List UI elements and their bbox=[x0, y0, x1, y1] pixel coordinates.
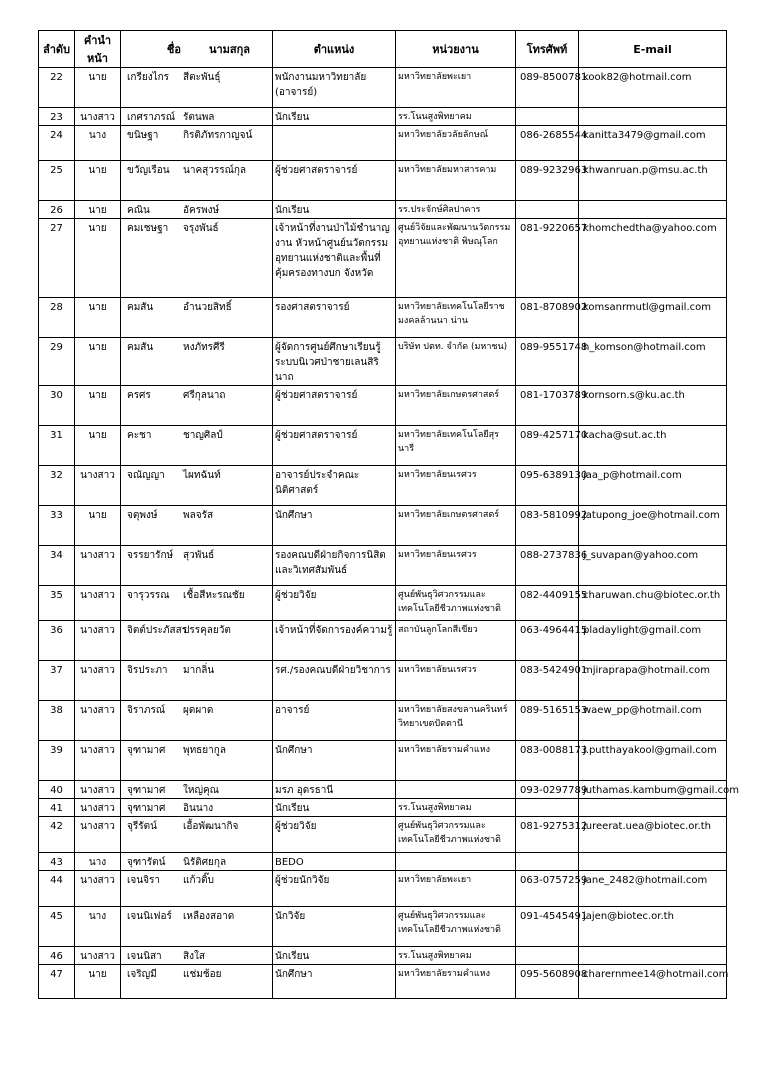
phone-number bbox=[516, 799, 579, 817]
first-name: ขนิษฐา bbox=[127, 130, 159, 141]
last-name: กิรติภัทรกาญจน์ bbox=[183, 130, 253, 141]
first-name: จิตต์ประภัสสร bbox=[127, 625, 188, 636]
first-name: จุฑามาศ bbox=[127, 803, 166, 814]
organization: สถาบันลูกโลกสีเขียว bbox=[396, 621, 516, 661]
organization: มหาวิทยาลัยพะเยา bbox=[396, 68, 516, 108]
name-prefix: นาย bbox=[75, 161, 121, 201]
table-row bbox=[39, 219, 727, 298]
position: นักศึกษา bbox=[273, 506, 396, 546]
name-prefix: นาย bbox=[75, 506, 121, 546]
last-name: สีตะพันธุ์ bbox=[183, 72, 221, 83]
table-row bbox=[39, 386, 727, 426]
participant-table bbox=[38, 30, 739, 999]
organization: มหาวิทยาลัยเทคโนโลยีราชมงคลล้านนา น่าน bbox=[396, 298, 516, 338]
name-prefix: นาง bbox=[75, 126, 121, 161]
email-address: kornsorn.s@ku.ac.th bbox=[579, 386, 727, 426]
full-name bbox=[121, 741, 273, 781]
row-number: 40 bbox=[39, 781, 75, 799]
phone-number: 089-9551748 bbox=[516, 338, 579, 386]
organization: มหาวิทยาลัยรามคำแหง bbox=[396, 965, 516, 999]
position: มรภ อุดรธานี bbox=[273, 781, 396, 799]
email-address: jaa_p@hotmail.com bbox=[579, 466, 727, 506]
phone-number: 081-1703789 bbox=[516, 386, 579, 426]
name-prefix: นาย bbox=[75, 298, 121, 338]
full-name bbox=[121, 621, 273, 661]
name-prefix: นางสาว bbox=[75, 466, 121, 506]
position: ผู้ช่วยศาสตราจารย์ bbox=[273, 386, 396, 426]
first-name: จุฑามาศ bbox=[127, 785, 166, 796]
name-prefix: นางสาว bbox=[75, 741, 121, 781]
phone-number: 063-4964415 bbox=[516, 621, 579, 661]
organization: รร.โนนสูงพิทยาคม bbox=[396, 799, 516, 817]
last-name: อัครพงษ์ bbox=[183, 205, 220, 216]
header-title: คำนำหน้า bbox=[75, 31, 121, 68]
row-number: 44 bbox=[39, 871, 75, 907]
position: ผู้ช่วยศาสตราจารย์ bbox=[273, 161, 396, 201]
full-name bbox=[121, 661, 273, 701]
name-prefix: นาย bbox=[75, 68, 121, 108]
last-name: เชื้อสีหะรณชัย bbox=[183, 590, 245, 601]
name-prefix: นางสาว bbox=[75, 546, 121, 586]
organization: รร.ประจักษ์ศิลปาคาร bbox=[396, 201, 516, 219]
last-name: อินนาง bbox=[183, 803, 214, 814]
table-row bbox=[39, 621, 727, 661]
first-name: คมสัน bbox=[127, 302, 154, 313]
header-organization: หน่วยงาน bbox=[396, 31, 516, 68]
phone-number: 081-9220657 bbox=[516, 219, 579, 298]
email-address: j_suvapan@yahoo.com bbox=[579, 546, 727, 586]
table-row bbox=[39, 506, 727, 546]
name-prefix: นาย bbox=[75, 219, 121, 298]
email-address: charuwan.chu@biotec.or.th bbox=[579, 586, 727, 621]
phone-number: 086-2685544 bbox=[516, 126, 579, 161]
position: อาจารย์ bbox=[273, 701, 396, 741]
email-address: jatupong_joe@hotmail.com bbox=[579, 506, 727, 546]
table-row bbox=[39, 546, 727, 586]
first-name: คมเชษฐา bbox=[127, 223, 169, 234]
table-row bbox=[39, 947, 727, 965]
last-name: อำนวยสิทธิ์ bbox=[183, 302, 232, 313]
row-number: 41 bbox=[39, 799, 75, 817]
table-header-row bbox=[39, 31, 727, 68]
email-address bbox=[579, 108, 727, 126]
name-prefix: นางสาว bbox=[75, 817, 121, 853]
row-number: 36 bbox=[39, 621, 75, 661]
organization bbox=[396, 853, 516, 871]
name-prefix: นางสาว bbox=[75, 661, 121, 701]
full-name bbox=[121, 108, 273, 126]
table-row bbox=[39, 466, 727, 506]
email-address: waew_pp@hotmail.com bbox=[579, 701, 727, 741]
organization: มหาวิทยาลัยนเรศวร bbox=[396, 546, 516, 586]
row-number: 45 bbox=[39, 907, 75, 947]
full-name bbox=[121, 298, 273, 338]
phone-number bbox=[516, 947, 579, 965]
organization: รร.โนนสูงพิทยาคม bbox=[396, 947, 516, 965]
position: ผู้ช่วยวิจัย bbox=[273, 586, 396, 621]
row-number: 23 bbox=[39, 108, 75, 126]
row-number: 37 bbox=[39, 661, 75, 701]
first-name: จิราภรณ์ bbox=[127, 705, 166, 716]
phone-number: 095-6389130 bbox=[516, 466, 579, 506]
name-prefix: นาย bbox=[75, 201, 121, 219]
row-number: 30 bbox=[39, 386, 75, 426]
first-name: จุฑามาศ bbox=[127, 745, 166, 756]
name-prefix: นาง bbox=[75, 853, 121, 871]
first-name: จตุพงษ์ bbox=[127, 510, 158, 521]
email-address bbox=[579, 799, 727, 817]
last-name: ไผทฉันท์ bbox=[183, 470, 221, 481]
first-name: เจริญมี bbox=[127, 969, 157, 980]
first-name: ขวัญเรือน bbox=[127, 165, 170, 176]
organization: ศูนย์พันธุวิศวกรรมและเทคโนโลยีชีวภาพแห่งชาติ bbox=[396, 907, 516, 947]
full-name bbox=[121, 546, 273, 586]
email-address: charernmee14@hotmail.com bbox=[579, 965, 727, 999]
phone-number: 089-4257170 bbox=[516, 426, 579, 466]
organization: มหาวิทยาลัยเกษตรศาสตร์ bbox=[396, 506, 516, 546]
position: นักวิจัย bbox=[273, 907, 396, 947]
last-name: แก้วติ๊บ bbox=[183, 875, 214, 886]
position: นักเรียน bbox=[273, 108, 396, 126]
row-number: 24 bbox=[39, 126, 75, 161]
phone-number: 081-8708902 bbox=[516, 298, 579, 338]
phone-number: 089-8500781 bbox=[516, 68, 579, 108]
position: ผู้ช่วยวิจัย bbox=[273, 817, 396, 853]
row-number: 39 bbox=[39, 741, 75, 781]
row-number: 47 bbox=[39, 965, 75, 999]
row-number: 27 bbox=[39, 219, 75, 298]
organization: ศูนย์วิจัยและพัฒนานวัตกรรมอุทยานแห่งชาติ พิษณุโลก bbox=[396, 219, 516, 298]
organization: มหาวิทยาลัยพะเยา bbox=[396, 871, 516, 907]
full-name bbox=[121, 799, 273, 817]
phone-number bbox=[516, 201, 579, 219]
first-name: จุฑารัตน์ bbox=[127, 857, 166, 868]
name-prefix: นางสาว bbox=[75, 799, 121, 817]
phone-number: 089-5165153 bbox=[516, 701, 579, 741]
table-row bbox=[39, 201, 727, 219]
email-address: khomchedtha@yahoo.com bbox=[579, 219, 727, 298]
table-row bbox=[39, 108, 727, 126]
position: เจ้าหน้าที่งานป่าไม้ชำนาญงาน หัวหน้าศูนย์นวัตกรรมอุทยานแห่งชาติและพื้นที่คุ้มครองทางบก จังหวัด bbox=[273, 219, 396, 298]
table-row bbox=[39, 907, 727, 947]
row-number: 38 bbox=[39, 701, 75, 741]
position: รศ./รองคณบดีฝ่ายวิชาการ bbox=[273, 661, 396, 701]
name-prefix: นางสาว bbox=[75, 871, 121, 907]
full-name bbox=[121, 338, 273, 386]
position: ผู้ช่วยนักวิจัย bbox=[273, 871, 396, 907]
row-number: 33 bbox=[39, 506, 75, 546]
first-name: เจนนิเฟอร์ bbox=[127, 911, 172, 922]
phone-number: 095-5608908 bbox=[516, 965, 579, 999]
header-last-name: นามสกุล bbox=[208, 43, 251, 56]
full-name bbox=[121, 466, 273, 506]
name-prefix: นาย bbox=[75, 965, 121, 999]
organization: ศูนย์พันธุวิศวกรรมและเทคโนโลยีชีวภาพแห่งชาติ bbox=[396, 817, 516, 853]
row-number: 29 bbox=[39, 338, 75, 386]
full-name bbox=[121, 161, 273, 201]
position: รองคณบดีฝ่ายกิจการนิสิตและวิเทศสัมพันธ์ bbox=[273, 546, 396, 586]
organization: มหาวิทยาลัยนเรศวร bbox=[396, 661, 516, 701]
full-name bbox=[121, 871, 273, 907]
last-name: จรุงพันธ์ bbox=[183, 223, 219, 234]
email-address bbox=[579, 947, 727, 965]
row-number: 42 bbox=[39, 817, 75, 853]
table-row bbox=[39, 426, 727, 466]
name-prefix: นาง bbox=[75, 907, 121, 947]
last-name: พุทธยากูล bbox=[183, 745, 226, 756]
full-name bbox=[121, 506, 273, 546]
first-name: ครศร bbox=[127, 390, 151, 401]
email-address: jane_2482@hotmail.com bbox=[579, 871, 727, 907]
position: นักเรียน bbox=[273, 947, 396, 965]
name-prefix: นาย bbox=[75, 386, 121, 426]
position: เจ้าหน้าที่จัดการองค์ความรู้ bbox=[273, 621, 396, 661]
first-name: จณัญญา bbox=[127, 470, 165, 481]
phone-number: 063-0757259 bbox=[516, 871, 579, 907]
last-name: มากลิ่น bbox=[183, 665, 215, 676]
last-name: รัตนพล bbox=[183, 112, 215, 123]
full-name bbox=[121, 586, 273, 621]
organization: ศูนย์พันธุวิศวกรรมและเทคโนโลยีชีวภาพแห่งชาติ bbox=[396, 586, 516, 621]
full-name bbox=[121, 781, 273, 799]
last-name: ปรรคุลยวัต bbox=[183, 625, 231, 636]
email-address bbox=[579, 853, 727, 871]
table-row bbox=[39, 817, 727, 853]
phone-number: 089-9232963 bbox=[516, 161, 579, 201]
email-address: juthamas.kambum@gmail.com bbox=[579, 781, 727, 799]
table-row bbox=[39, 661, 727, 701]
table-row bbox=[39, 741, 727, 781]
name-prefix: นางสาว bbox=[75, 586, 121, 621]
last-name: ชาญศิลป์ bbox=[183, 430, 223, 441]
email-address bbox=[579, 201, 727, 219]
full-name bbox=[121, 219, 273, 298]
table-row bbox=[39, 298, 727, 338]
phone-number bbox=[516, 108, 579, 126]
phone-number bbox=[516, 853, 579, 871]
organization: มหาวิทยาลัยวลัยลักษณ์ bbox=[396, 126, 516, 161]
header-email: E-mail bbox=[579, 31, 727, 68]
phone-number: 091-4545491 bbox=[516, 907, 579, 947]
email-address: khwanruan.p@msu.ac.th bbox=[579, 161, 727, 201]
header-phone: โทรศัพท์ bbox=[516, 31, 579, 68]
position: BEDO bbox=[273, 853, 396, 871]
full-name bbox=[121, 386, 273, 426]
full-name bbox=[121, 965, 273, 999]
table-row bbox=[39, 871, 727, 907]
row-number: 31 bbox=[39, 426, 75, 466]
table-row bbox=[39, 338, 727, 386]
organization: มหาวิทยาลัยนเรศวร bbox=[396, 466, 516, 506]
organization: มหาวิทยาลัยสงขลานครินทร์ วิทยาเขตปัตตานี bbox=[396, 701, 516, 741]
organization: บริษัท ปตท. จำกัด (มหาชน) bbox=[396, 338, 516, 386]
table-row bbox=[39, 965, 727, 999]
email-address: pladaylight@gmail.com bbox=[579, 621, 727, 661]
header-name bbox=[121, 31, 273, 68]
position: ผู้จัดการศูนย์ศึกษาเรียนรู้ระบบนิเวศป่าชายเลนสิรินาถ bbox=[273, 338, 396, 386]
email-address: jajen@biotec.or.th bbox=[579, 907, 727, 947]
full-name bbox=[121, 817, 273, 853]
position: นักเรียน bbox=[273, 799, 396, 817]
full-name bbox=[121, 907, 273, 947]
last-name: เอื้อพัฒนากิจ bbox=[183, 821, 239, 832]
email-address: j.putthayakool@gmail.com bbox=[579, 741, 727, 781]
name-prefix: นาย bbox=[75, 426, 121, 466]
row-number: 26 bbox=[39, 201, 75, 219]
full-name bbox=[121, 68, 273, 108]
row-number: 35 bbox=[39, 586, 75, 621]
first-name: จิรประภา bbox=[127, 665, 168, 676]
table-row bbox=[39, 799, 727, 817]
row-number: 28 bbox=[39, 298, 75, 338]
position bbox=[273, 126, 396, 161]
header-no: ลำดับ bbox=[39, 31, 75, 68]
phone-number: 083-5810992 bbox=[516, 506, 579, 546]
position: นักศึกษา bbox=[273, 741, 396, 781]
phone-number: 088-2737836 bbox=[516, 546, 579, 586]
table-row bbox=[39, 586, 727, 621]
phone-number: 082-4409155 bbox=[516, 586, 579, 621]
phone-number: 081-9275312 bbox=[516, 817, 579, 853]
first-name: จารุวรรณ bbox=[127, 590, 170, 601]
header-position: ตำแหน่ง bbox=[273, 31, 396, 68]
organization: มหาวิทยาลัยมหาสารคาม bbox=[396, 161, 516, 201]
row-number: 22 bbox=[39, 68, 75, 108]
full-name bbox=[121, 201, 273, 219]
table-row bbox=[39, 126, 727, 161]
phone-number: 093-0297789 bbox=[516, 781, 579, 799]
organization: มหาวิทยาลัยรามคำแหง bbox=[396, 741, 516, 781]
organization: มหาวิทยาลัยเทคโนโลยีสุรนารี bbox=[396, 426, 516, 466]
last-name: ผุดผาด bbox=[183, 705, 214, 716]
full-name bbox=[121, 701, 273, 741]
last-name: นาคสุวรรณ์กุล bbox=[183, 165, 247, 176]
email-address: kanitta3479@gmail.com bbox=[579, 126, 727, 161]
first-name: เกศราภรณ์ bbox=[127, 112, 176, 123]
first-name: เจนจิรา bbox=[127, 875, 160, 886]
table-row bbox=[39, 701, 727, 741]
email-address: kacha@sut.ac.th bbox=[579, 426, 727, 466]
position: พนักงานมหาวิทยาลัย (อาจารย์) bbox=[273, 68, 396, 108]
position: นักเรียน bbox=[273, 201, 396, 219]
position: อาจารย์ประจำคณะนิติศาสตร์ bbox=[273, 466, 396, 506]
phone-number: 083-5424901 bbox=[516, 661, 579, 701]
last-name: นิรัติศยกุล bbox=[183, 857, 227, 868]
row-number: 46 bbox=[39, 947, 75, 965]
full-name bbox=[121, 126, 273, 161]
last-name: เหลืองสอาด bbox=[183, 911, 235, 922]
table-row bbox=[39, 853, 727, 871]
full-name bbox=[121, 853, 273, 871]
last-name: พลจรัส bbox=[183, 510, 214, 521]
first-name: เกรียงไกร bbox=[127, 72, 170, 83]
position: นักศึกษา bbox=[273, 965, 396, 999]
first-name: จุรีรัตน์ bbox=[127, 821, 157, 832]
organization: มหาวิทยาลัยเกษตรศาสตร์ bbox=[396, 386, 516, 426]
last-name: แช่มช้อย bbox=[183, 969, 222, 980]
organization bbox=[396, 781, 516, 799]
table-row bbox=[39, 161, 727, 201]
table-row bbox=[39, 781, 727, 799]
row-number: 32 bbox=[39, 466, 75, 506]
first-name: คมสัน bbox=[127, 342, 154, 353]
last-name: ศรีกุลนาถ bbox=[183, 390, 226, 401]
first-name: เจนนิสา bbox=[127, 951, 162, 962]
name-prefix: นางสาว bbox=[75, 701, 121, 741]
full-name bbox=[121, 426, 273, 466]
last-name: หงภัทรศีรี bbox=[183, 342, 225, 353]
first-name: จรรยารักษ์ bbox=[127, 550, 174, 561]
position: ผู้ช่วยศาสตราจารย์ bbox=[273, 426, 396, 466]
organization: รร.โนนสูงพิทยาคม bbox=[396, 108, 516, 126]
last-name: สิงใส bbox=[183, 951, 205, 962]
email-address: komsanrmutl@gmail.com bbox=[579, 298, 727, 338]
email-address: kook82@hotmail.com bbox=[579, 68, 727, 108]
email-address: mjiraprapa@hotmail.com bbox=[579, 661, 727, 701]
name-prefix: นาย bbox=[75, 338, 121, 386]
email-address: jureerat.uea@biotec.or.th bbox=[579, 817, 727, 853]
first-name: คะชา bbox=[127, 430, 152, 441]
table-row bbox=[39, 68, 727, 108]
email-address: h_komson@hotmail.com bbox=[579, 338, 727, 386]
name-prefix: นางสาว bbox=[75, 108, 121, 126]
header-first-name: ชื่อ bbox=[166, 43, 181, 56]
first-name: คณิน bbox=[127, 205, 150, 216]
row-number: 25 bbox=[39, 161, 75, 201]
row-number: 43 bbox=[39, 853, 75, 871]
last-name: ใหญ่คุณ bbox=[183, 785, 219, 796]
phone-number: 083-0088173 bbox=[516, 741, 579, 781]
position: รองศาสตราจารย์ bbox=[273, 298, 396, 338]
name-prefix: นางสาว bbox=[75, 947, 121, 965]
row-number: 34 bbox=[39, 546, 75, 586]
last-name: สุวพันธ์ bbox=[183, 550, 215, 561]
name-prefix: นางสาว bbox=[75, 621, 121, 661]
full-name bbox=[121, 947, 273, 965]
name-prefix: นางสาว bbox=[75, 781, 121, 799]
